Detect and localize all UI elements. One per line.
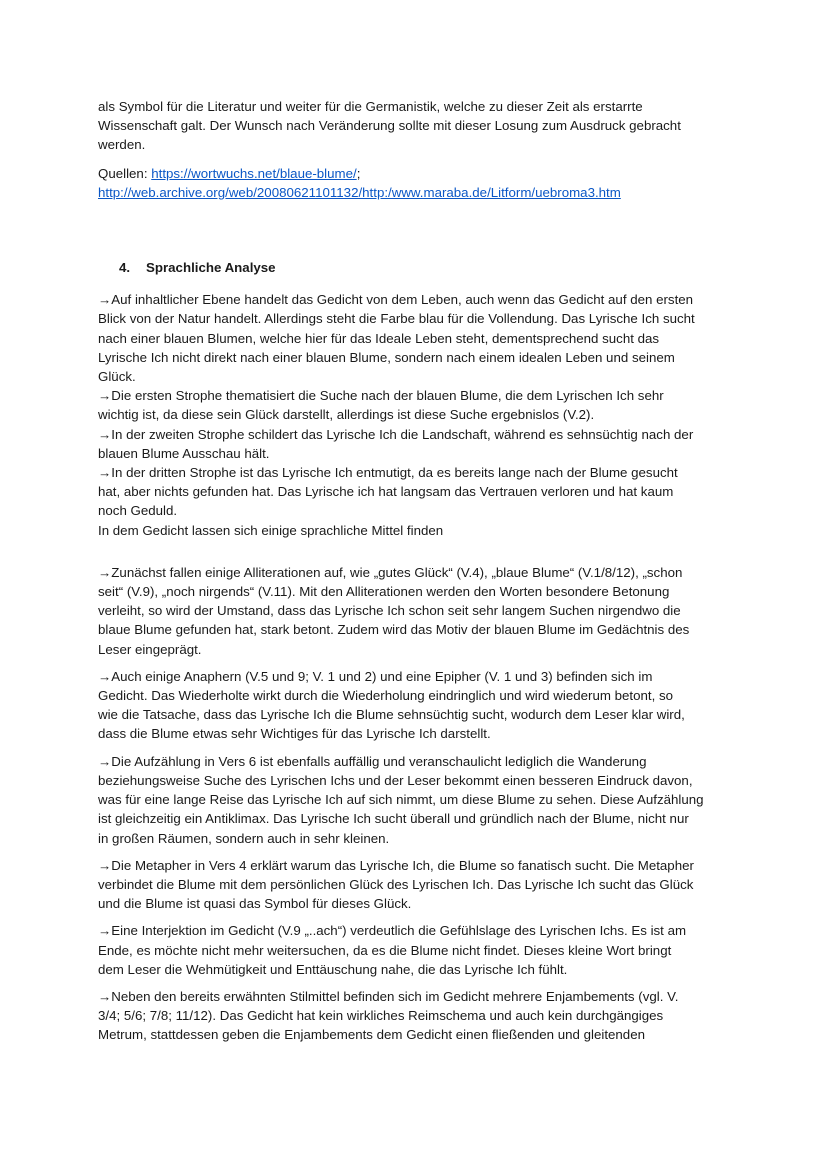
- text-line: nach einer blauen Blumen, welche hier für das Ideale Leben steht, dementsprechend sucht das: [98, 330, 660, 346]
- arrow-icon: →: [98, 388, 112, 404]
- text-line: Leser eingeprägt.: [98, 641, 202, 657]
- text-line: und die Blume ist quasi das Symbol für dieses Glück.: [98, 896, 412, 912]
- analysis-paragraph: [98, 667, 732, 744]
- text-line: verbindet die Blume mit dem persönlichen Glück des Lyrischen Ich. Das Lyrische Ich sucht das Glück: [98, 876, 694, 892]
- text-line: Lyrische Ich nicht direkt nach einer blauen Blume, sondern nach einem idealen Leben und seinem: [98, 349, 675, 365]
- text-line: In der zweiten Strophe schildert das Lyrische Ich die Landschaft, während es sehnsüchtig nach der: [111, 426, 694, 442]
- intro-line: werden.: [98, 137, 146, 153]
- section-title: Sprachliche Analyse: [146, 260, 276, 276]
- spacer: [98, 540, 732, 563]
- sources-separator: ;: [356, 165, 361, 181]
- text-line: Neben den bereits erwähnten Stilmittel befinden sich im Gedicht mehrere Enjambements (vgl. V.: [111, 988, 679, 1004]
- text-line: beziehungsweise Suche des Lyrischen Ichs und der Leser bekommt einen besseren Eindruck davon,: [98, 772, 693, 788]
- text-line: verleiht, so wird der Umstand, dass das Lyrische Ich schon seit sehr langem Suchen nirgendwo die: [98, 603, 681, 619]
- text-line: In der dritten Strophe ist das Lyrische Ich entmutigt, da es bereits lange nach der Blume gesucht: [111, 465, 678, 481]
- text-line: blaue Blume gefunden hat, stark betont. Zudem wird das Motiv der blauen Blume im Gedächtnis des: [98, 622, 690, 638]
- text-line: Auch einige Anaphern (V.5 und 9; V. 1 und 2) und eine Epipher (V. 1 und 3) befinden sich im: [111, 668, 653, 684]
- section-heading: [98, 258, 732, 277]
- intro-line: als Symbol für die Literatur und weiter für die Germanistik, welche zu dieser Zeit als erstarrte: [98, 99, 643, 114]
- arrow-icon: →: [98, 923, 112, 939]
- text-line: Metrum, stattdessen geben die Enjambements dem Gedicht einen fließenden und gleitenden: [98, 1027, 645, 1043]
- text-line: blauen Blume Ausschau hält.: [98, 445, 270, 461]
- text-line: Glück.: [98, 369, 136, 385]
- sources-label: Quellen:: [98, 165, 152, 181]
- arrow-icon: →: [98, 857, 112, 873]
- text-line: Die ersten Strophe thematisiert die Suche nach der blauen Blume, die dem Lyrischen Ich sehr: [111, 388, 664, 404]
- text-line: wie die Tatsache, dass das Lyrische Ich die Blume sehnsüchtig sucht, wodurch dem Leser klar wird,: [98, 707, 685, 723]
- arrow-icon: →: [98, 426, 112, 442]
- lead-in-text: In dem Gedicht lassen sich einige sprachliche Mittel finden: [98, 522, 444, 538]
- summary-paragraph: [98, 386, 732, 424]
- text-line: seit“ (V.9), „noch nirgends“ (V.11). Mit den Alliterationen werden den Worten besondere Betonung: [98, 584, 670, 600]
- text-line: in großen Räumen, sondern auch in sehr kleinen.: [98, 830, 390, 846]
- arrow-icon: →: [98, 988, 112, 1004]
- analysis-paragraph: [98, 752, 732, 848]
- text-line: wichtig ist, da diese sein Glück darstellt, allerdings ist diese Suche ergebnislos (V.2).: [98, 407, 595, 423]
- text-line: Blick von der Natur handelt. Allerdings steht die Farbe blau für die Vollendung. Das Lyrische Ich sucht: [98, 311, 695, 327]
- arrow-icon: →: [98, 668, 112, 684]
- summary-paragraph: [98, 290, 732, 386]
- arrow-icon: →: [98, 753, 112, 769]
- text-line: was für eine lange Reise das Lyrische Ich auf sich nimmt, um diese Blume zu sehen. Diese Aufzählung: [98, 792, 704, 808]
- arrow-icon: →: [98, 564, 112, 580]
- text-line: Die Metapher in Vers 4 erklärt warum das Lyrische Ich, die Blume so fanatisch sucht. Die Metapher: [111, 857, 694, 873]
- text-line: Eine Interjektion im Gedicht (V.9 „..ach“) verdeutlich die Gefühlslage des Lyrischen Ichs. Es ist am: [111, 923, 687, 939]
- text-line: ist gleichzeitig ein Antiklimax. Das Lyrische Ich sucht überall und gründlich nach der Blume, nicht nur: [98, 811, 689, 827]
- analysis-paragraph: [98, 563, 732, 659]
- text-line: 3/4; 5/6; 7/8; 11/12). Das Gedicht hat kein wirkliches Reimschema und auch kein durchgängiges: [98, 1008, 664, 1024]
- text-line: hat, aber nichts gefunden hat. Das Lyrische ich hat langsam das Vertrauen verloren und hat kaum: [98, 484, 674, 500]
- summary-block: [98, 290, 732, 540]
- text-line: Die Aufzählung in Vers 6 ist ebenfalls auffällig und veranschaulicht lediglich die Wanderung: [111, 753, 647, 769]
- text-line: noch Geduld.: [98, 503, 178, 519]
- intro-line: Wissenschaft galt. Der Wunsch nach Veränderung sollte mit dieser Losung zum Ausdruck gebracht: [98, 118, 681, 134]
- arrow-icon: →: [98, 465, 112, 481]
- source-link-wortwuchs[interactable]: https://wortwuchs.net/blaue-blume/: [151, 165, 357, 181]
- arrow-icon: →: [98, 292, 112, 308]
- text-line: dem Leser die Wehmütigkeit und Enttäuschung nahe, die das Lyrische Ich fühlt.: [98, 961, 568, 977]
- source-link-archive[interactable]: http://web.archive.org/web/20080621101132/http:/www.maraba.de/Litform/uebroma3.htm: [98, 184, 621, 200]
- summary-paragraph: [98, 463, 732, 521]
- section-number: 4.: [119, 260, 131, 276]
- text-line: dass die Blume etwas sehr Wichtiges für das Lyrische Ich darstellt.: [98, 726, 491, 742]
- intro-paragraph: [98, 97, 732, 155]
- sources-paragraph: [98, 164, 732, 202]
- summary-paragraph: [98, 425, 732, 463]
- analysis-paragraph: [98, 921, 732, 979]
- text-line: Zunächst fallen einige Alliterationen auf, wie „gutes Glück“ (V.4), „blaue Blume“ (V.1/8/12), „schon: [111, 564, 683, 580]
- analysis-paragraph: [98, 856, 732, 914]
- analysis-paragraph: [98, 987, 732, 1045]
- text-line: Ende, es möchte nicht mehr weitersuchen, da es die Blume nicht findet. Dieses kleine Wort bringt: [98, 942, 672, 958]
- text-line: Auf inhaltlicher Ebene handelt das Gedicht von dem Leben, auch wenn das Gedicht auf den ersten: [111, 292, 694, 308]
- text-line: Gedicht. Das Wiederholte wirkt durch die Wiederholung eindringlich und wird wiederum betont, so: [98, 688, 674, 704]
